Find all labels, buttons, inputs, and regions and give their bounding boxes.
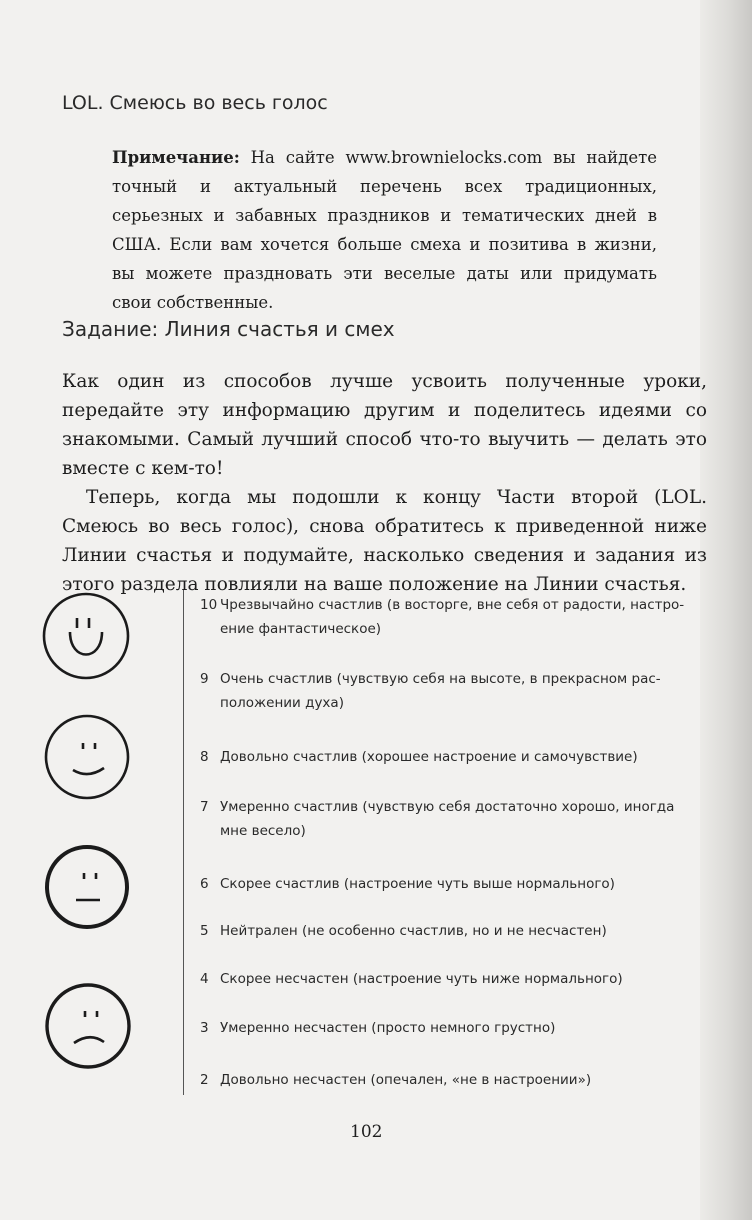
scale-text: Умеренно несчастен (просто немного грустно) xyxy=(220,1020,556,1036)
sad-face-icon xyxy=(42,980,134,1072)
body-text xyxy=(62,367,707,599)
very-happy-face-icon xyxy=(40,590,132,682)
scale-number: 10 xyxy=(200,597,218,613)
note-label: Примечание: xyxy=(112,148,240,167)
scale-text: Скорее несчастен (настроение чуть ниже нормального) xyxy=(220,971,623,987)
scale-number: 2 xyxy=(200,1072,209,1088)
smiling-face-icon xyxy=(42,712,132,802)
scale-item-4 xyxy=(200,967,705,991)
scale-item-9 xyxy=(200,667,705,715)
page-edge xyxy=(700,0,752,1220)
scale-text-continued: положении духа) xyxy=(220,695,344,711)
neutral-face-icon xyxy=(42,842,132,932)
scale-number: 8 xyxy=(200,749,209,765)
scale-text: Очень счастлив (чувствую себя на высоте, в прекрасном рас- xyxy=(220,671,661,687)
scale-text: Чрезвычайно счастлив (в восторге, вне себя от радости, настро- xyxy=(220,597,685,613)
paragraph-2: Теперь, когда мы подошли к концу Части второй (LOL. Смеюсь во весь голос), снова обратитесь к приведенной ниже Линии счастья и подумайте, насколько сведения и задания из этого раздела повлияли на ваше положение на Линии счастья. xyxy=(62,487,707,595)
note-text: На сайте www.brownielocks.com вы найдете точный и актуальный перечень всех традиционных, серьезных и забавных праздников и тематических дней в США. Если вам хочется больше смеха и позитива в жизни, вы можете праздновать эти веселые даты или придумать свои собственные. xyxy=(112,148,657,312)
scale-text: Умеренно счастлив (чувствую себя достаточно хорошо, иногда xyxy=(220,799,675,815)
scale-number: 5 xyxy=(200,923,209,939)
scale-item-10 xyxy=(200,593,705,641)
scale-item-5 xyxy=(200,919,705,943)
scale-text: Довольно счастлив (хорошее настроение и самочувствие) xyxy=(220,749,638,765)
scale-text: Нейтрален (не особенно счастлив, но и не несчастен) xyxy=(220,923,607,939)
page-number: 102 xyxy=(350,1122,383,1142)
scale-number: 6 xyxy=(200,876,209,892)
happiness-scale-line xyxy=(183,590,184,1095)
scale-text-continued: ение фантастическое) xyxy=(220,621,382,637)
scale-item-3 xyxy=(200,1016,705,1040)
scale-item-8 xyxy=(200,745,705,769)
scale-number: 4 xyxy=(200,971,209,987)
running-head: LOL. Смеюсь во весь голос xyxy=(62,92,328,114)
note xyxy=(112,143,657,317)
scale-item-6 xyxy=(200,872,705,896)
scale-text: Скорее счастлив (настроение чуть выше нормального) xyxy=(220,876,615,892)
scale-text: Довольно несчастен (опечален, «не в настроении») xyxy=(220,1072,592,1088)
task-heading: Задание: Линия счастья и смех xyxy=(62,317,395,341)
scale-number: 3 xyxy=(200,1020,209,1036)
scale-item-2 xyxy=(200,1068,705,1092)
scale-text-continued: мне весело) xyxy=(220,823,306,839)
scale-number: 7 xyxy=(200,799,209,815)
scale-number: 9 xyxy=(200,671,209,687)
scale-item-7 xyxy=(200,795,705,843)
paragraph-1: Как один из способов лучше усвоить полученные уроки, передайте эту информацию другим и поделитесь идеями со знакомыми. Самый лучший способ что-то выучить — делать это вместе с кем-то! xyxy=(62,371,707,479)
